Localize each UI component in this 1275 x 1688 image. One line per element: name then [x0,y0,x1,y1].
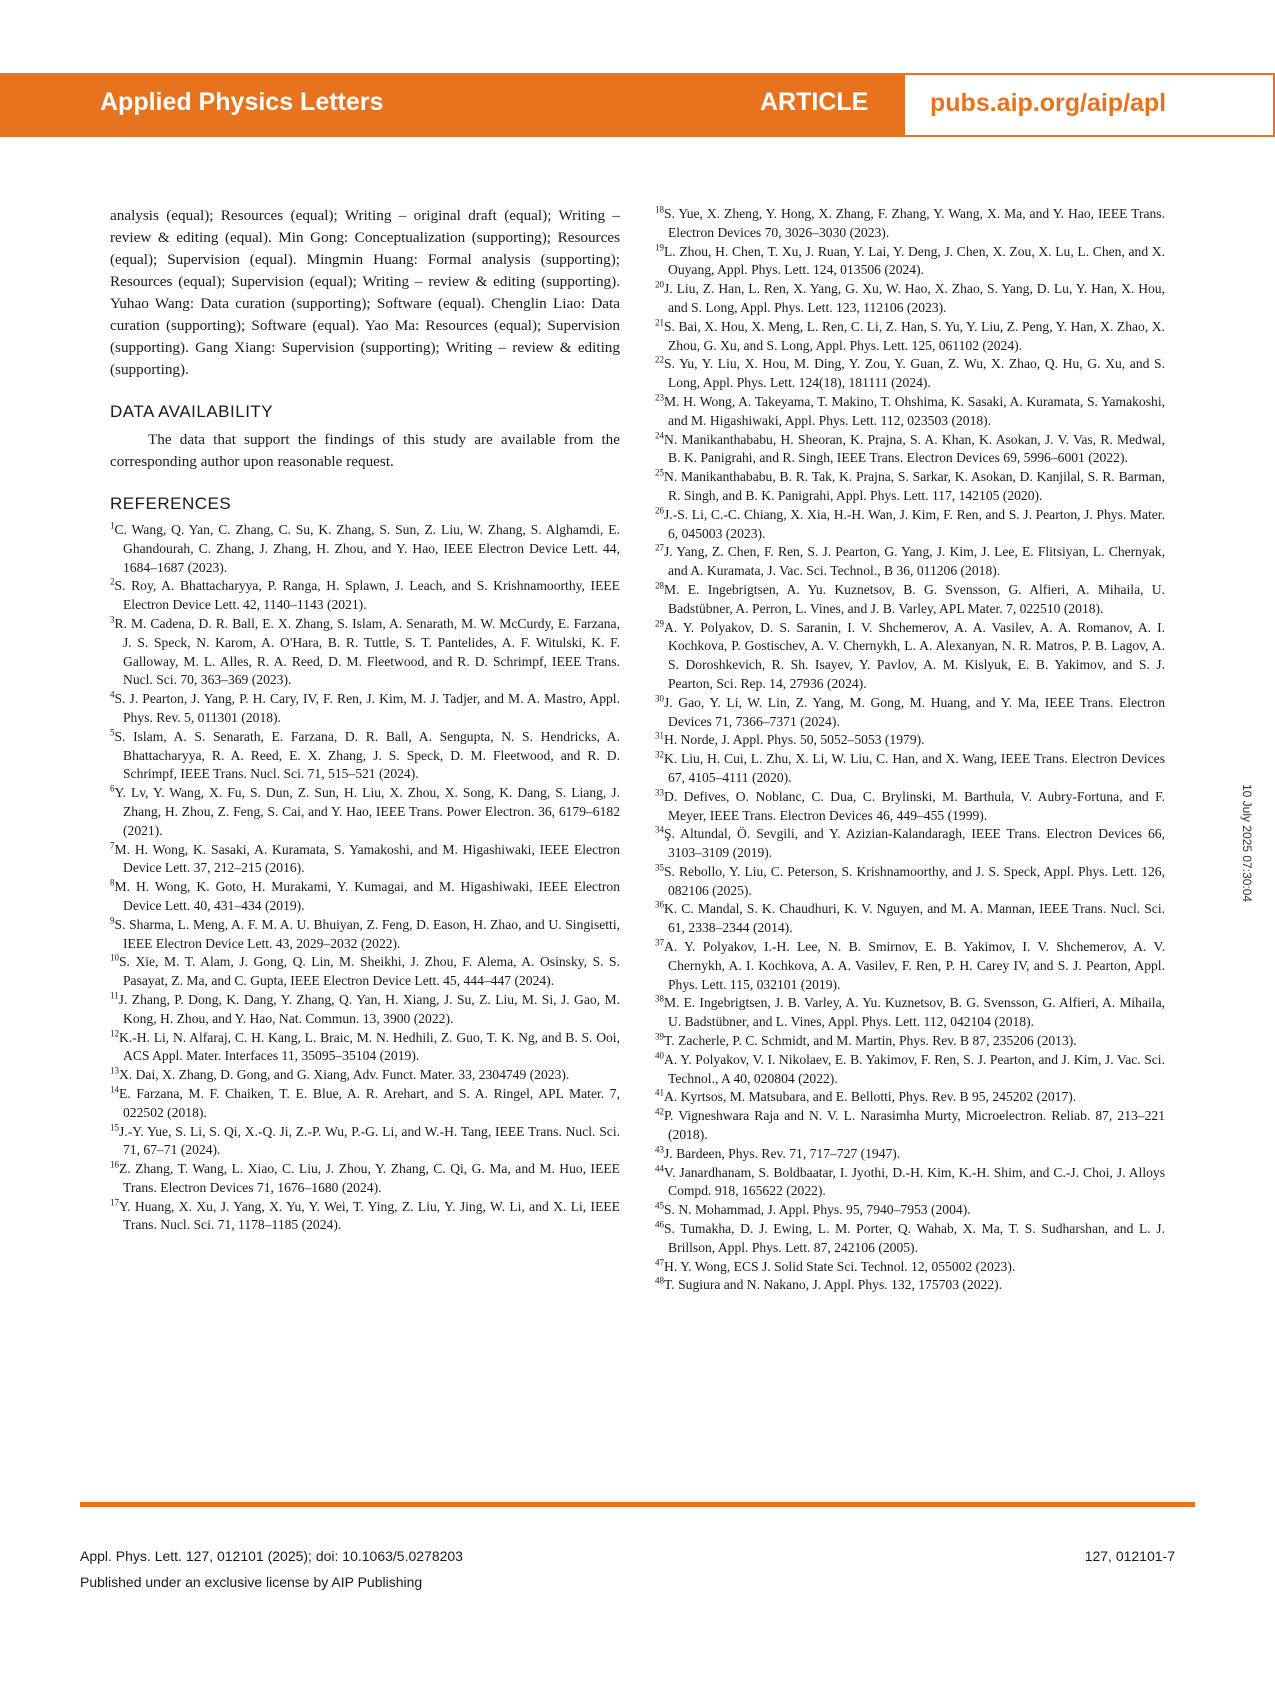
reference-text: S. Xie, M. T. Alam, J. Gong, Q. Lin, M. Sheikhi, J. Zhou, F. Alema, A. Osinsky, S. S. Pasayat, Z. Ma, and C. Gupta, IEEE Electron Device Lett. 45, 444–447 (2024). [119,954,620,989]
reference-text: S. Sharma, L. Meng, A. F. M. A. U. Bhuiyan, Z. Feng, D. Eason, H. Zhao, and U. Singisetti, IEEE Electron Device Lett. 43, 2029–2032 (2022). [114,916,620,951]
reference-text: M. H. Wong, A. Takeyama, T. Makino, T. Ohshima, K. Sasaki, A. Kuramata, S. Yamakoshi, and M. Higashiwaki, Appl. Phys. Lett. 112, 023503 (2018). [664,393,1165,428]
reference-item [655,205,1165,243]
reference-text: C. Wang, Q. Yan, C. Zhang, C. Su, K. Zhang, S. Sun, Z. Liu, W. Zhang, S. Alghamdi, E. Ghandourah, C. Zhang, J. Zhang, H. Zhou, and Y. Hao, IEEE Electron Device Lett. 44, 1684–1687 (2023). [114,522,620,575]
reference-number: 12 [110,1027,119,1038]
reference-list-left [110,521,620,1235]
journal-url[interactable]: pubs.aip.org/aip/apl [930,89,1167,117]
reference-text: D. Defives, O. Noblanc, C. Dua, C. Brylinski, M. Barthula, V. Aubry-Fortuna, and F. Meyer, IEEE Trans. Electron Devices 46, 449–455 (1999). [664,788,1165,823]
reference-item [655,393,1165,431]
reference-number: 31 [655,730,664,741]
reference-number: 40 [655,1050,664,1061]
reference-text: A. Y. Polyakov, V. I. Nikolaev, E. B. Yakimov, F. Ren, S. J. Pearton, and J. Kim, J. Vac. Sci. Technol., A 40, 020804 (2022). [664,1051,1165,1086]
reference-item [110,1029,620,1067]
reference-number: 26 [655,505,664,516]
reference-text: A. Y. Polyakov, I.-H. Lee, N. B. Smirnov, E. B. Yakimov, I. V. Shchemerov, A. V. Chernykh, A. I. Kochkova, A. A. Vasilev, F. Ren, P. H. Carey IV, and S. J. Pearton, Appl. Phys. Lett. 115, 032101 (2019). [664,939,1165,992]
reference-text: H. Y. Wong, ECS J. Solid State Sci. Technol. 12, 055002 (2023). [664,1258,1016,1274]
reference-item [655,318,1165,356]
reference-text: P. Vigneshwara Raja and N. V. L. Narasimha Murty, Microelectron. Reliab. 87, 213–221 (2018). [664,1108,1165,1143]
reference-text: A. Kyrtsos, M. Matsubara, and E. Bellotti, Phys. Rev. B 95, 245202 (2017). [664,1089,1077,1105]
reference-text: Y. Huang, X. Xu, J. Yang, X. Yu, Y. Wei, T. Ying, Z. Liu, Y. Jing, W. Li, and X. Li, IEEE Trans. Nucl. Sci. 71, 1178–1185 (2024). [119,1198,620,1233]
reference-number: 33 [655,787,664,798]
data-availability-text: The data that support the findings of this study are available from the corresponding author upon reasonable request. [110,431,620,470]
reference-text: S. Bai, X. Hou, X. Meng, L. Ren, C. Li, Z. Han, S. Yu, Y. Liu, Z. Peng, Y. Han, X. Zhao, X. Zhou, G. Xu, and S. Long, Appl. Phys. Lett. 125, 061102 (2024). [664,318,1165,353]
reference-number: 4 [110,689,115,700]
reference-number: 24 [655,430,664,441]
reference-text: L. Zhou, H. Chen, T. Xu, J. Ruan, Y. Lai, Y. Deng, J. Chen, X. Zou, X. Lu, L. Chen, and X. Ouyang, Appl. Phys. Lett. 124, 013506 (2024). [664,243,1165,278]
reference-text: A. Y. Polyakov, D. S. Saranin, I. V. Shchemerov, A. A. Vasilev, A. A. Romanov, A. I. Kochkova, P. Gostischev, A. V. Chernykh, L. A. Alexanyan, N. R. Matros, P. B. Lagov, A. S. Doroshkevich, R. Sh. Isayev, Y. Pavlov, A. M. Kislyuk, E. B. Yakimov, and S. J. Pearton, Sci. Rep. 14, 27936 (2024). [664,619,1165,691]
reference-number: 27 [655,542,664,553]
reference-item [655,863,1165,901]
reference-number: 10 [110,952,119,963]
reference-item [655,280,1165,318]
reference-text: Y. Lv, Y. Wang, X. Fu, S. Dun, Z. Sun, H. Liu, X. Zhou, X. Song, K. Dang, S. Liang, J. Zhang, H. Zhou, Z. Feng, S. Cai, and Y. Hao, IEEE Trans. Power Electron. 36, 6179–6182 (2021). [114,785,620,838]
reference-text: S. N. Mohammad, J. Appl. Phys. 95, 7940–7953 (2004). [664,1202,971,1218]
reference-item [655,1051,1165,1089]
reference-item [655,731,1165,750]
reference-number: 43 [655,1144,664,1155]
reference-number: 2 [110,576,115,587]
reference-number: 32 [655,749,664,760]
journal-url-box[interactable] [903,73,1275,137]
reference-number: 41 [655,1087,664,1098]
reference-number: 39 [655,1031,664,1042]
reference-number: 46 [655,1219,664,1230]
reference-number: 1 [110,520,115,531]
reference-item [110,784,620,840]
reference-text: N. Manikanthababu, B. R. Tak, K. Prajna, S. Sarkar, K. Asokan, D. Kanjilal, S. R. Barman, R. Singh, and B. K. Panigrahi, Appl. Phys. Lett. 117, 142105 (2020). [664,469,1165,503]
reference-item [655,938,1165,994]
data-availability-heading: DATA AVAILABILITY [110,402,274,421]
reference-number: 35 [655,862,664,873]
reference-text: T. Zacherle, P. C. Schmidt, and M. Martin, Phys. Rev. B 87, 235206 (2013). [664,1033,1077,1049]
reference-number: 30 [655,693,664,704]
reference-item [110,690,620,728]
reference-text: T. Sugiura and N. Nakano, J. Appl. Phys. 132, 175703 (2022). [664,1277,1003,1293]
reference-number: 5 [110,727,115,738]
reference-number: 45 [655,1200,664,1211]
reference-item [655,506,1165,544]
reference-item [655,1220,1165,1258]
reference-item [655,543,1165,581]
reference-item [110,1123,620,1161]
reference-item [655,788,1165,826]
reference-text: J. Bardeen, Phys. Rev. 71, 717–727 (1947). [664,1145,901,1161]
reference-number: 21 [655,317,664,328]
reference-number: 13 [110,1065,119,1076]
reference-item [655,619,1165,694]
reference-number: 29 [655,618,664,628]
footer-citation: Appl. Phys. Lett. 127, 012101 (2025); doi: 10.1063/5.0278203 [80,1548,463,1564]
reference-number: 8 [110,877,115,888]
reference-item [110,1160,620,1198]
reference-number: 11 [110,990,119,1001]
reference-text: S. Tumakha, D. J. Ewing, L. M. Porter, Q. Wahab, X. Ma, T. S. Sudharshan, and L. J. Brillson, Appl. Phys. Lett. 87, 242106 (2005). [664,1221,1165,1255]
reference-number: 37 [655,937,664,948]
reference-item [110,841,620,879]
reference-item [110,991,620,1029]
reference-number: 20 [655,279,664,290]
reference-number: 17 [110,1197,119,1208]
reference-item [655,1258,1165,1277]
reference-item [110,916,620,954]
author-contributions: analysis (equal); Resources (equal); Writing – original draft (equal); Writing – review & editing (equal). Min Gong: Conceptualization (supporting); Resources (equal); Supervision (equal). Mingmin Huang: Formal analysis (supporting); Resources (equal); Supervision (equal); Writing – review & editing (supporting). Yuhao Wang: Data curation (supporting); Software (equal). Chenglin Liao: Data curation (supporting); Software (equal). Yao Ma: Resources (equal); Supervision (supporting). Gang Xiang: Supervision (supporting); Writing – review & editing (supporting). [110,207,620,378]
reference-text: J.-S. Li, C.-C. Chiang, X. Xia, H.-H. Wan, J. Kim, F. Ren, and S. J. Pearton, J. Phys. Mater. 6, 045003 (2023). [664,506,1165,541]
reference-number: 7 [110,840,115,851]
reference-item [655,431,1165,469]
reference-text: J. Yang, Z. Chen, F. Ren, S. J. Pearton, G. Yang, J. Kim, J. Lee, E. Flitsiyan, L. Chernyak, and A. Kuramata, J. Vac. Sci. Technol., B 36, 011206 (2018). [664,544,1165,579]
reference-text: H. Norde, J. Appl. Phys. 50, 5052–5053 (1979). [664,732,925,748]
reference-item [110,1066,620,1085]
reference-list-right [655,205,1165,1295]
reference-number: 16 [110,1159,119,1170]
reference-item [655,1201,1165,1220]
reference-number: 3 [110,614,115,625]
reference-text: S. Yue, X. Zheng, Y. Hong, X. Zhang, F. Zhang, Y. Wang, X. Ma, and Y. Hao, IEEE Trans. Electron Devices 70, 3026–3030 (2023). [664,206,1165,240]
reference-number: 34 [655,824,664,835]
reference-text: M. E. Ingebrigtsen, A. Yu. Kuznetsov, B. G. Svensson, G. Alfieri, A. Mihaila, U. Badstübner, A. Perron, L. Vines, and J. B. Varley, APL Mater. 7, 022510 (2018). [664,581,1165,616]
reference-text: R. M. Cadena, D. R. Ball, E. X. Zhang, S. Islam, A. Senarath, M. W. McCurdy, E. Farzana, J. S. Speck, N. Karom, A. O'Hara, B. R. Tuttle, S. T. Pantelides, A. F. Witulski, K. F. Galloway, M. L. Alles, R. A. Reed, D. M. Fleetwood, and R. D. Schrimpf, IEEE Trans. Nucl. Sci. 70, 363–369 (2023). [114,615,620,688]
reference-number: 14 [110,1084,119,1095]
reference-number: 38 [655,993,664,1004]
reference-text: S. Islam, A. S. Senarath, E. Farzana, D. R. Ball, A. Sengupta, N. S. Hendricks, A. Bhattacharyya, R. A. Reed, E. X. Zhang, J. S. Speck, D. M. Fleetwood, and R. D. Schrimpf, IEEE Trans. Nucl. Sci. 71, 515–521 (2024). [114,728,620,782]
left-column [110,205,620,1235]
reference-text: Z. Zhang, T. Wang, L. Xiao, C. Liu, J. Zhou, Y. Zhang, C. Qi, G. Ma, and M. Huo, IEEE Trans. Electron Devices 71, 1676–1680 (2024). [119,1161,620,1195]
reference-item [110,521,620,577]
article-type: ARTICLE [760,88,869,116]
reference-item [655,355,1165,393]
reference-number: 6 [110,783,115,794]
reference-number: 23 [655,392,664,403]
reference-number: 44 [655,1163,664,1174]
reference-item [655,1164,1165,1202]
reference-item [655,1107,1165,1145]
reference-text: E. Farzana, M. F. Chaiken, T. E. Blue, A. R. Arehart, and S. A. Ringel, APL Mater. 7, 022502 (2018). [119,1085,620,1120]
reference-text: K.-H. Li, N. Alfaraj, C. H. Kang, L. Braic, M. N. Hedhili, Z. Guo, T. K. Ng, and B. S. Ooi, ACS Appl. Mater. Interfaces 11, 35095–35104 (2019). [119,1029,620,1064]
reference-text: J. Liu, Z. Han, L. Ren, X. Yang, G. Xu, W. Hao, X. Zhao, S. Yang, D. Lu, Y. Han, X. Hou, and S. Long, Appl. Phys. Lett. 123, 112106 (2023). [664,281,1165,315]
reference-text: S. Yu, Y. Liu, X. Hou, M. Ding, Y. Zou, Y. Guan, Z. Wu, X. Zhao, Q. Hu, G. Xu, and S. Long, Appl. Phys. Lett. 124(18), 181111 (2024). [664,356,1165,391]
reference-text: J. Zhang, P. Dong, K. Dang, Y. Zhang, Q. Yan, H. Xiang, J. Su, Z. Liu, M. Si, J. Gao, M. Kong, H. Zhou, and Y. Hao, Nat. Commun. 13, 3900 (2022). [118,991,620,1026]
download-timestamp: 10 July 2025 07:30:04 [1240,784,1254,903]
reference-number: 36 [655,899,664,910]
reference-text: M. E. Ingebrigtsen, J. B. Varley, A. Yu. Kuznetsov, B. G. Svensson, G. Alfieri, A. Mihaila, U. Badstübner, and L. Vines, Appl. Phys. Lett. 112, 042104 (2018). [664,995,1165,1030]
reference-item [110,728,620,784]
reference-item [655,468,1165,506]
reference-number: 9 [110,915,115,926]
reference-item [655,1276,1165,1295]
references-heading: REFERENCES [110,494,232,513]
footer-rule [80,1502,1195,1507]
reference-number: 42 [655,1106,664,1117]
reference-item [655,243,1165,281]
reference-number: 22 [655,354,664,365]
reference-text: J.-Y. Yue, S. Li, S. Qi, X.-Q. Ji, Z.-P. Wu, P.-G. Li, and W.-H. Tang, IEEE Trans. Nucl. Sci. 71, 67–71 (2024). [119,1123,620,1158]
reference-item [110,1085,620,1123]
reference-item [110,615,620,690]
page-number: 127, 012101-7 [1084,1548,1175,1564]
reference-item [655,1088,1165,1107]
reference-number: 15 [110,1121,119,1132]
reference-number: 25 [655,467,664,478]
reference-item [655,1145,1165,1164]
reference-item [110,953,620,991]
reference-item [110,878,620,916]
right-column [655,205,1165,1295]
reference-text: S. J. Pearton, J. Yang, P. H. Cary, IV, F. Ren, J. Kim, M. J. Tadjer, and M. A. Mastro, Appl. Phys. Rev. 5, 011301 (2018). [114,691,620,725]
reference-number: 47 [655,1257,664,1268]
reference-item [655,694,1165,732]
reference-item [655,750,1165,788]
reference-item [110,1198,620,1236]
reference-number: 18 [655,204,664,215]
reference-number: 28 [655,580,664,591]
reference-text: X. Dai, X. Zhang, D. Gong, and G. Xiang, Adv. Funct. Mater. 33, 2304749 (2023). [119,1067,570,1083]
reference-text: N. Manikanthababu, H. Sheoran, K. Prajna, S. A. Khan, K. Asokan, J. V. Vas, R. Medwal, B. K. Panigrahi, and R. Singh, IEEE Trans. Electron Devices 69, 5996–6001 (2022). [664,431,1165,466]
reference-number: 19 [655,242,664,253]
journal-title: Applied Physics Letters [100,88,384,116]
reference-number: 48 [655,1275,664,1286]
reference-item [110,577,620,615]
reference-text: M. H. Wong, K. Sasaki, A. Kuramata, S. Yamakoshi, and M. Higashiwaki, IEEE Electron Device Lett. 37, 212–215 (2016). [114,841,620,876]
reference-text: S. Roy, A. Bhattacharyya, P. Ranga, H. Splawn, J. Leach, and S. Krishnamoorthy, IEEE Electron Device Lett. 42, 1140–1143 (2021). [114,578,620,613]
reference-item [655,581,1165,619]
reference-item [655,1032,1165,1051]
reference-item [655,900,1165,938]
reference-item [655,994,1165,1032]
reference-text: S. Rebollo, Y. Liu, C. Peterson, S. Krishnamoorthy, and J. S. Speck, Appl. Phys. Lett. 126, 082106 (2025). [664,863,1165,898]
reference-text: K. C. Mandal, S. K. Chaudhuri, K. V. Nguyen, and M. A. Mannan, IEEE Trans. Nucl. Sci. 61, 2338–2344 (2014). [664,901,1165,936]
reference-text: M. H. Wong, K. Goto, H. Murakami, Y. Kumagai, and M. Higashiwaki, IEEE Electron Device Lett. 40, 431–434 (2019). [114,879,620,913]
footer-license: Published under an exclusive license by AIP Publishing [80,1574,423,1590]
reference-text: K. Liu, H. Cui, L. Zhu, X. Li, W. Liu, C. Han, and X. Wang, IEEE Trans. Electron Devices 67, 4105–4111 (2020). [664,751,1165,785]
reference-text: V. Janardhanam, S. Boldbaatar, I. Jyothi, D.-H. Kim, K.-H. Shim, and C.-J. Choi, J. Alloys Compd. 918, 165622 (2022). [664,1164,1165,1199]
reference-text: Ş. Altundal, Ö. Sevgili, and Y. Azizian-Kalandaragh, IEEE Trans. Electron Devices 66, 3103–3109 (2019). [664,826,1165,861]
reference-text: J. Gao, Y. Li, W. Lin, Z. Yang, M. Gong, M. Huang, and Y. Ma, IEEE Trans. Electron Devices 71, 7366–7371 (2024). [664,694,1165,729]
reference-item [655,825,1165,863]
